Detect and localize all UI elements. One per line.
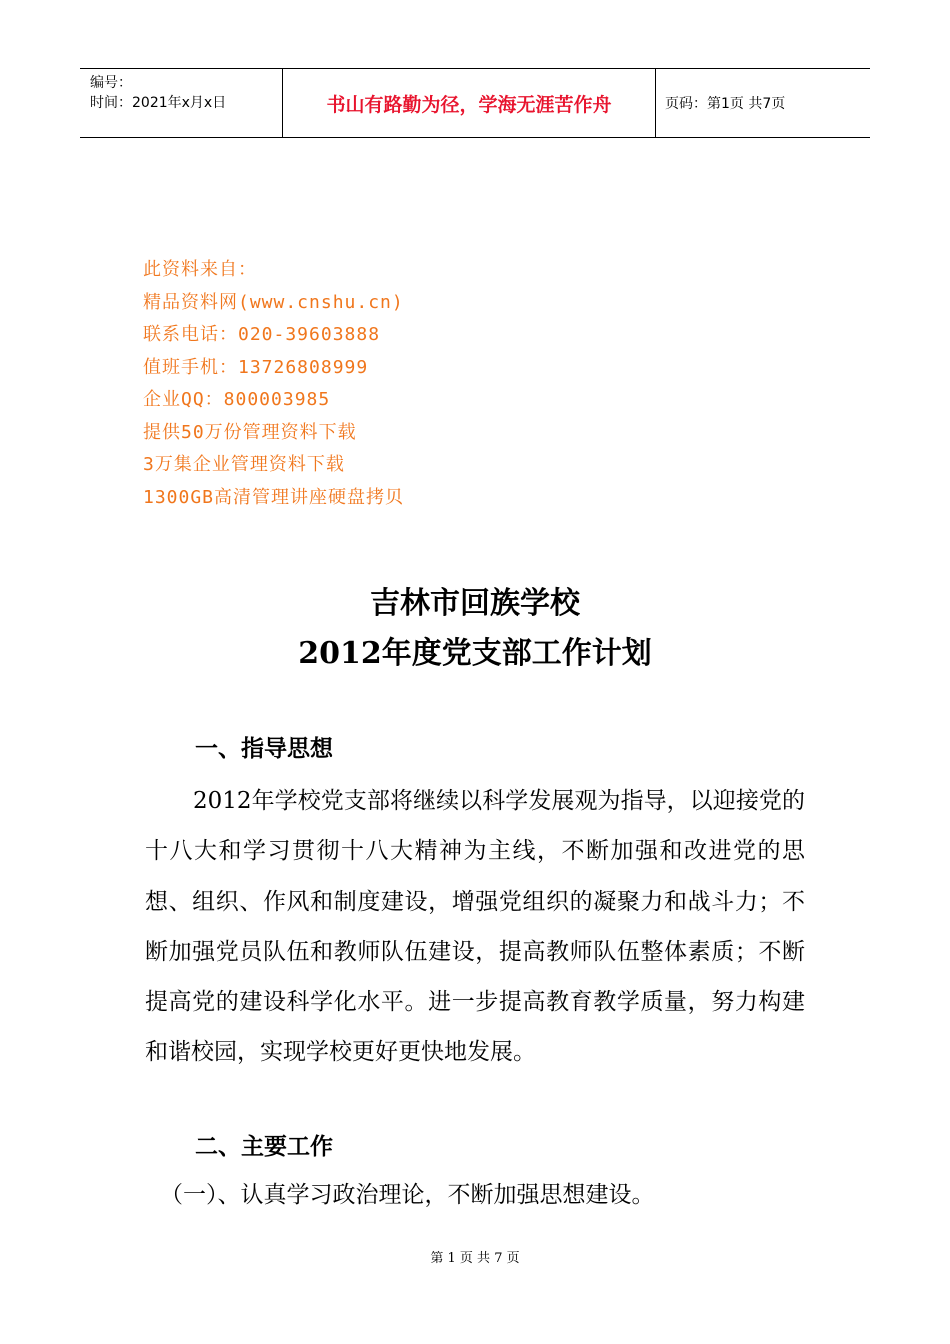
source-line: 3万集企业管理资料下载: [143, 454, 345, 475]
section1-heading: 一、指导思想: [195, 735, 333, 762]
time-line: 时间：2021年x月x日: [90, 95, 227, 111]
source-line: 提供50万份管理资料下载: [143, 421, 357, 443]
section1-paragraph: 2012年学校党支部将继续以科学发展观为指导，以迎接党的十八大和学习贯彻十八大精神为主线，不断加强和改进党的思想、组织、作风和制度建设，增强党组织的凝聚力和战斗力；不断加强党员队伍和教师队伍建设，提高教师队伍整体素质；不断提高党的建设科学化水平。进一步提高教育教学质量，努力构建和谐校园，实现学校更好更快地发展。: [145, 788, 805, 1066]
section2-heading: 二、主要工作: [195, 1133, 333, 1160]
header-motto: 书山有路勤为径，学海无涯苦作舟: [282, 69, 656, 137]
source-line: 企业QQ：800003985: [143, 389, 331, 410]
source-line: 值班手机：13726808999: [143, 356, 369, 378]
number-label: 编号：: [90, 75, 132, 91]
header-page-info: 页码：第1页 共7页: [665, 96, 786, 112]
document-title-plan: 2012年度党支部工作计划: [298, 636, 652, 671]
document-title-school: 吉林市回族学校: [370, 586, 580, 621]
header-table: [80, 68, 870, 138]
header-meta: [80, 69, 282, 137]
section2-subheading: （一）、认真学习政治理论，不断加强思想建设。: [160, 1182, 655, 1208]
page-footer: 第 1 页 共 7 页: [430, 1251, 520, 1266]
source-line: 1300GB高清管理讲座硬盘拷贝: [143, 486, 405, 508]
source-line: 此资料来自：: [143, 259, 257, 280]
source-line: 联系电话：020-39603888: [143, 324, 381, 345]
source-info-block: [143, 254, 404, 514]
source-line: 精品资料网(www.cnshu.cn): [143, 291, 404, 313]
